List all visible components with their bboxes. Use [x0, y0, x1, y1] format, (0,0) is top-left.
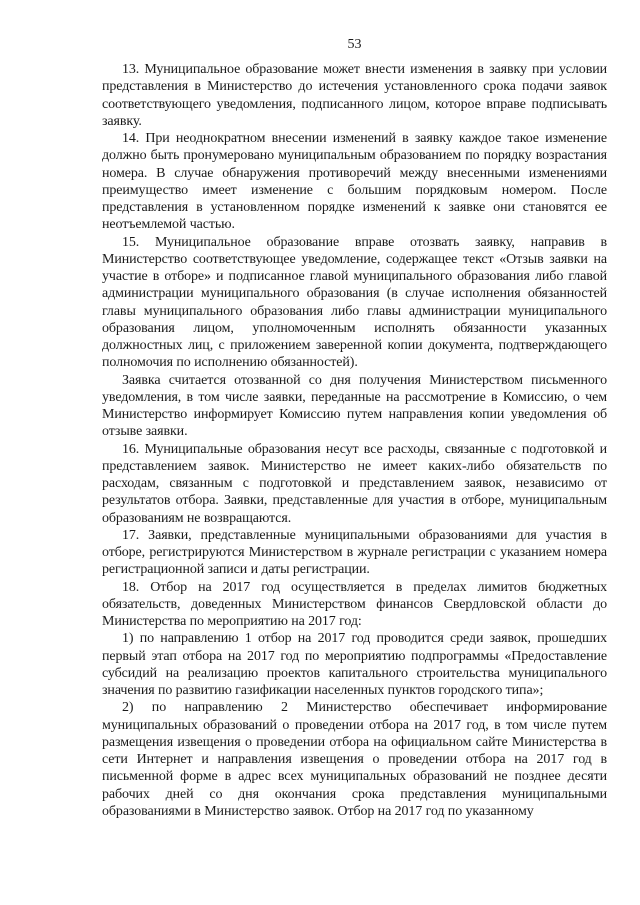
- paragraph-18-item-2: 2) по направлению 2 Министерство обеспечивает информирование муниципальных образований о проведении отбора на 2017 год, в том числе путем размещения извещения о проведении отбора на официальном сайте Министерства в сети Интернет и направления извещения о проведении отбора на 2017 год в письменной форме в адрес всех муниципальных образований не позднее десяти рабочих дней со дня окончания срока представления муниципальными образованиями в Министерство заявок. Отбор на 2017 год по указанному: [102, 700, 607, 819]
- paragraph-13: 13. Муниципальное образование может внести изменения в заявку при условии представления в Министерство до истечения установленного срока подачи заявок соответствующего уведомления, подписанного лицом, которое вправе подписывать заявку.: [102, 62, 607, 129]
- paragraph-15: 15. Муниципальное образование вправе отозвать заявку, направив в Министерство соответствующее уведомление, содержащее текст «Отзыв заявки на участие в отборе» и подписанное главой муниципального образования либо главой администрации муниципального образования (в случае исполнения обязанностей главы муниципального образования либо главы администрации муниципального образования лицом, уполномоченным исполнять обязанности указанных должностных лиц, с приложением заверенной копии документа, подтверждающего полномочия по исполнению обязанностей).: [102, 234, 607, 371]
- page-number: 53: [347, 37, 362, 52]
- paragraph-18-item-1: 1) по направлению 1 отбор на 2017 год проводится среди заявок, прошедших первый этап отбора на 2017 год по мероприятию подпрограммы «Предоставление субсидий на реализацию проектов капитального строительства муниципального значения по развитию газификации населенных пунктов городского типа»;: [102, 631, 607, 698]
- paragraph-16: 16. Муниципальные образования несут все расходы, связанные с подготовкой и представлением заявок. Министерство не имеет каких-либо обязательств по расходам, связанным с подготовкой и представлением заявок, независимо от результатов отбора. Заявки, представленные для участия в отборе, муниципальным образованиям не возвращаются.: [102, 441, 607, 526]
- paragraph-15-continuation: Заявка считается отозванной со дня получения Министерством письменного уведомления, в том числе заявки, переданные на рассмотрение в Комиссию, о чем Министерство информирует Комиссию путем направления копии уведомления об отзыве заявки.: [102, 372, 607, 440]
- paragraph-14: 14. При неоднократном внесении изменений в заявку каждое такое изменение должно быть пронумеровано муниципальным образованием по порядку возрастания номера. В случае обнаружения противоречий между внесенными изменениями преимущество имеет изменение с большим порядковым номером. После представления в установленном порядке изменений к заявке они становятся ее неотъемлемой частью.: [102, 131, 607, 233]
- paragraph-18: 18. Отбор на 2017 год осуществляется в пределах лимитов бюджетных обязательств, доведенных Министерством финансов Свердловской области до Министерства по мероприятию на 2017 год:: [102, 579, 607, 629]
- paragraph-17: 17. Заявки, представленные муниципальными образованиями для участия в отборе, регистрируются Министерством в журнале регистрации с указанием номера регистрационной записи и даты регистрации.: [102, 527, 607, 578]
